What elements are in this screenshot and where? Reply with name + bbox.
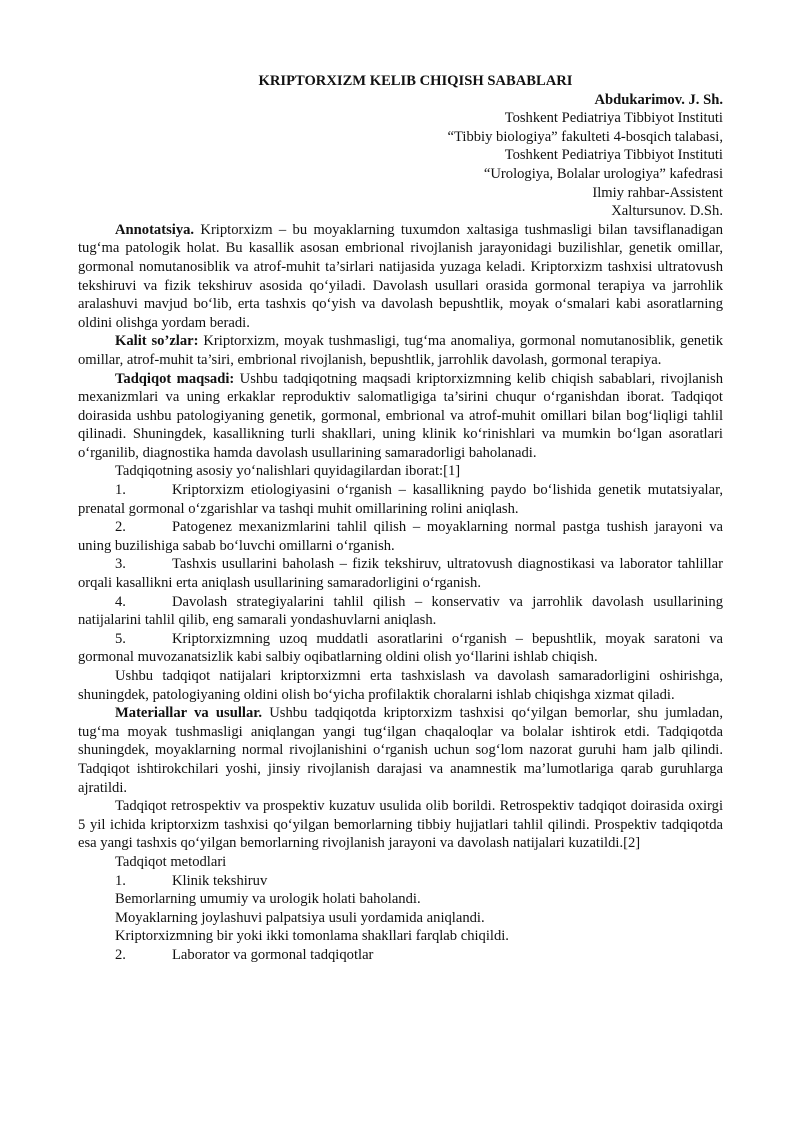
methods-paragraph <box>78 704 723 797</box>
item-label: Laborator va gormonal tadqiqotlar <box>172 946 374 963</box>
methods-label: Materiallar va usullar. <box>115 705 263 722</box>
affiliation-line: Toshkent Pediatriya Tibbiyot Instituti <box>504 110 723 127</box>
results-paragraph: Ushbu tadqiqot natijalari kriptorxizmni erta tashxislash va davolash samaradorligini oshirishga, shuningdek, patologiyaning oldini olish bo‘yicha profilaktik choralarni ishlab chiqishga xizmat qiladi. <box>78 668 723 703</box>
item-text: Kriptorxizm etiologiyasini o‘rganish – kasallikning paydo bo‘lishida genetik mutatsiyalar, prenatal gormonal o‘zgarishlar va tashqi muhit omillarining rolini aniqlash. <box>78 482 723 517</box>
document-page <box>78 72 723 965</box>
direction-item <box>78 555 723 592</box>
author-name: Abdukarimov. J. Sh. <box>594 91 723 108</box>
direction-item <box>78 593 723 630</box>
item-text: Tashxis usullarini baholash – fizik tekshiruv, ultratovush diagnostikasi va laborator tahlillar orqali kasallikni erta aniqlash usullarining samaradorligini o‘rganish. <box>78 556 723 592</box>
retro-paragraph: Tadqiqot retrospektiv va prospektiv kuzatuv usulida olib borildi. Retrospektiv tadqiqot doirasida oxirgi 5 yil ichida kriptorxizm tashxisi qo‘yilgan bemorlarning tibbiy hujjatlari tahlil qilindi. Prospektiv tadqiqotda esa yangi tashxis qo‘yilgan bemorlarning rivojlanish jarayoni va davolash natijalari kuzatildi.[2] <box>78 798 723 852</box>
direction-item <box>78 481 723 518</box>
paper-title: KRIPTORXIZM KELIB CHIQISH SABABLARI <box>258 73 573 89</box>
item-number: 2. <box>115 946 126 963</box>
annotation-text: Kriptorxizm – bu moyaklarning tuxumdon xaltasiga tushmasligi bilan tavsiflanadigan tug‘ma patologik holat. Bu kasallik asosan embrional rivojlanish jarayonidagi buzilishlar, genetik omillar, gormonal nomutanosiblik va atrof-muhit ta’sirlari natijasida yuzaga keladi. Kriptorxizm tashxisi ultratovush tekshiruvi va fizik tekshiruv asosida qo‘yiladi. Davolash usullari orasida gormonal terapiya va jarrohlik aralashuvi mavjud bo‘lib, erta tashxis qo‘yish va davolash bepushtlik, moyak o‘smalari kabi asoratlarning oldini olishga yordam beradi. <box>78 221 723 331</box>
affiliation-line: “Urologiya, Bolalar urologiya” kafedrasi <box>483 165 723 182</box>
item-number: 1. <box>115 482 126 499</box>
purpose-paragraph <box>78 370 723 463</box>
purpose-text: Ushbu tadqiqotning maqsadi kriptorxizmning kelib chiqish sabablari, rivojlanish mexanizmlari va uning erkaklar reproduktiv salomatligiga ta’sirini chuqur o‘rganishdan iborat. Tadqiqot doirasida ushbu patologiyaning genetik, gormonal, embrional va atrof-muhit omillari bilan bog‘liqligi tahlil qilinadi. Shuningdek, kasallikning turli shakllari, uning klinik ko‘rinishlari va mumkin bo‘lgan asoratlari o‘rganilib, diagnostika hamda davolash usullarining samaradorligi baholanadi. <box>78 370 723 461</box>
methods-text: Ushbu tadqiqotda kriptorxizm tashxisi qo‘yilgan bemorlar, shu jumladan, tug‘ma moyak tushmasligi aniqlangan yangi tug‘ilgan chaqaloqlar va bolalar ishtirok etdi. Tadqiqotda shuningdek, moyaklarning normal rivojlanishini o‘rganish uchun sog‘lom nazorat guruhi ham jalb qilindi. Tadqiqot ishtirokchilari yoshi, jinsiy rivojlanish darajasi va anamnestik ma’lumotlariga qarab guruhlarga ajratildi. <box>78 705 723 796</box>
item-number: 5. <box>115 630 126 647</box>
clinical-line: Kriptorxizmning bir yoki ikki tomonlama shakllari farqlab chiqildi. <box>115 928 509 945</box>
affiliation-line: Toshkent Pediatriya Tibbiyot Instituti <box>504 147 723 164</box>
annotation-paragraph <box>78 221 723 333</box>
item-number: 3. <box>115 556 126 573</box>
item-text: Davolash strategiyalarini tahlil qilish – konservativ va jarrohlik davolash usullarining natijalarini tahlil qilib, eng samarali yondashuvlarni aniqlash. <box>78 593 723 629</box>
item-text: Kriptorxizmning uzoq muddatli asoratlarini o‘rganish – bepushtlik, moyak saratoni va gormonal muvozanatsizlik kabi salbiy oqibatlarning oldini olish yo‘llarini ishlab chiqish. <box>78 630 723 666</box>
directions-intro: Tadqiqotning asosiy yo‘nalishlari quyidagilardan iborat:[1] <box>115 463 461 480</box>
clinical-item <box>115 872 723 891</box>
purpose-label: Tadqiqot maqsadi: <box>115 370 235 387</box>
keywords-label: Kalit so’zlar: <box>115 333 199 350</box>
affiliation-line: Ilmiy rahbar-Assistent <box>592 184 723 201</box>
clinical-line: Moyaklarning joylashuvi palpatsiya usuli yordamida aniqlandi. <box>115 909 485 926</box>
item-label: Klinik tekshiruv <box>172 872 268 889</box>
affiliation-line: “Tibbiy biologiya” fakulteti 4-bosqich talabasi, <box>447 128 723 145</box>
annotation-label: Annotatsiya. <box>115 221 195 238</box>
lab-item <box>115 946 723 965</box>
direction-item <box>78 630 723 667</box>
item-number: 1. <box>115 872 126 889</box>
affiliation-line: Xaltursunov. D.Sh. <box>611 203 723 220</box>
author-block <box>78 91 723 221</box>
methods-heading: Tadqiqot metodlari <box>115 853 227 870</box>
item-text: Patogenez mexanizmlarini tahlil qilish – moyaklarning normal pastga tushish jarayoni va uning buzilishiga sabab bo‘luvchi omillarni o‘rganish. <box>78 519 723 554</box>
direction-item <box>78 518 723 555</box>
item-number: 2. <box>115 519 126 536</box>
keywords-text: Kriptorxizm, moyak tushmasligi, tug‘ma anomaliya, gormonal nomutanosiblik, genetik omillar, atrof-muhit ta’siri, embrional rivojlanish, bepushtlik, jarrohlik davolash, gormonal terapiya. <box>78 333 723 368</box>
item-number: 4. <box>115 593 126 610</box>
clinical-line: Bemorlarning umumiy va urologik holati baholandi. <box>115 891 421 908</box>
keywords-paragraph <box>78 332 723 369</box>
